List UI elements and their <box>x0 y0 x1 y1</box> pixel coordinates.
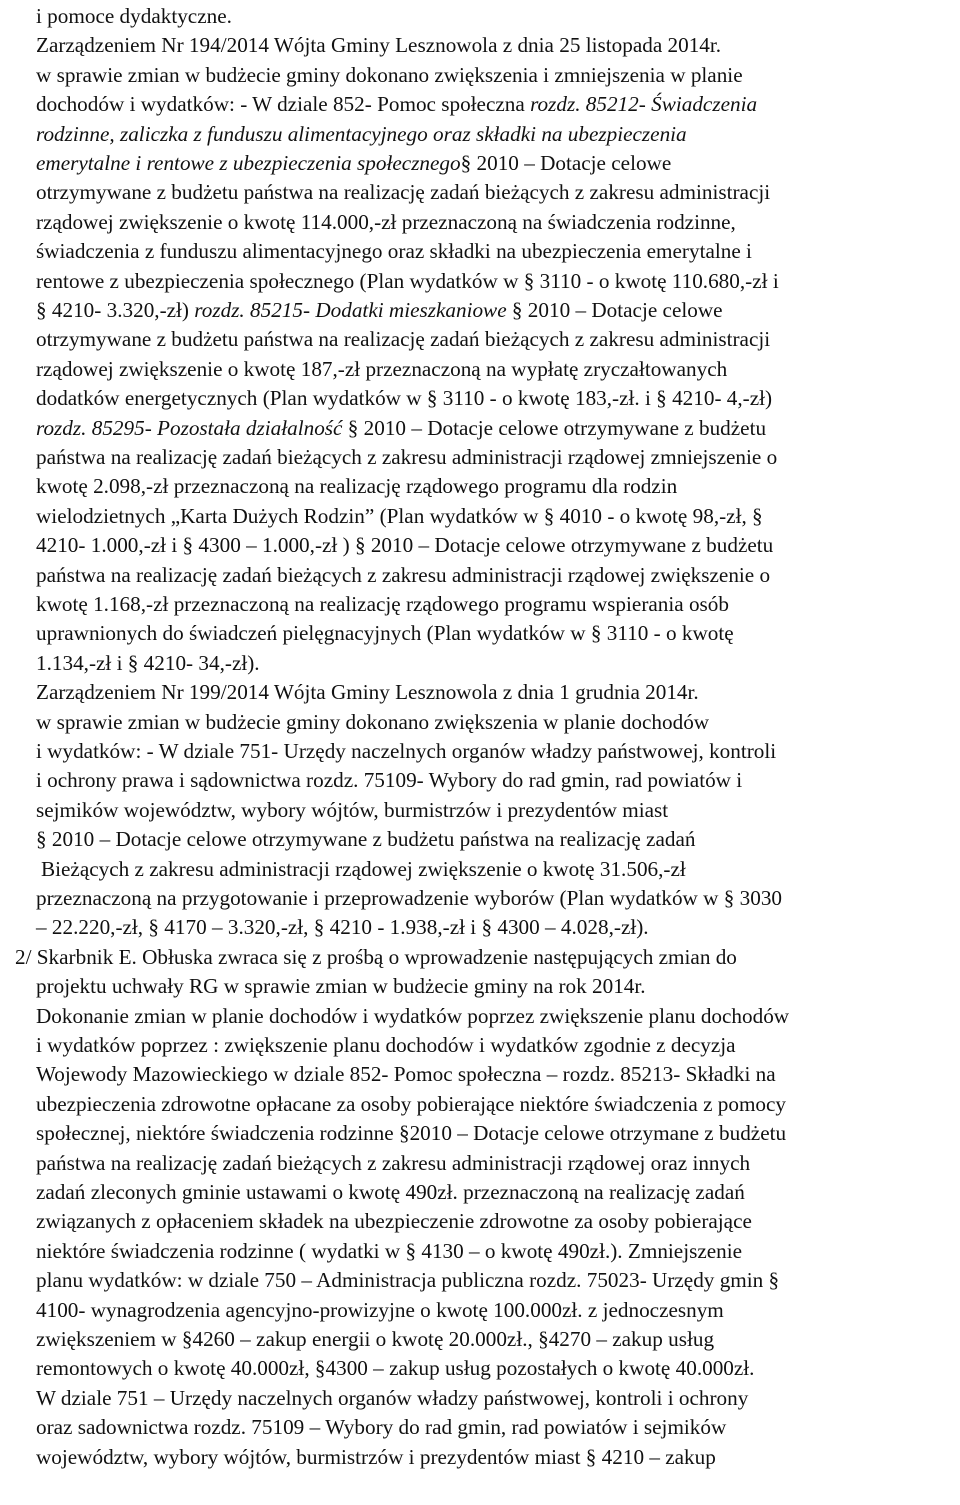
text-segment: sejmików województw, wybory wójtów, burmistrzów i prezydentów miast <box>36 797 669 822</box>
text-segment: projektu uchwały RG w sprawie zmian w budżecie gminy na rok 2014r. <box>36 974 646 999</box>
text-line <box>36 238 752 264</box>
text-segment: Zarządzeniem Nr 194/2014 Wójta Gminy Lesznowola z dnia 25 listopada 2014r. <box>36 33 722 58</box>
text-line <box>36 1385 748 1411</box>
text-segment: ubezpieczenia zdrowotne opłacane za osoby pobierające niektóre świadczenia z pomocy <box>36 1091 787 1116</box>
italic-text-segment: rozdz. 85212- Świadczenia <box>530 92 758 117</box>
text-line <box>36 444 777 470</box>
text-line <box>36 650 260 676</box>
text-segment: państwa na realizację zadań bieżących z zakresu administracji rządowej oraz innych <box>36 1150 751 1175</box>
text-segment: 2/ Skarbnik E. Obłuska zwraca się z prośbą o wprowadzenie następujących zmian do <box>15 944 737 969</box>
text-segment: województw, wybory wójtów, burmistrzów i prezydentów miast § 4210 – zakup <box>36 1444 716 1469</box>
text-line <box>36 679 699 705</box>
text-segment: przeznaczoną na przygotowanie i przeprowadzenie wyborów (Plan wydatków w § 3030 <box>36 886 783 910</box>
text-segment: zwiększeniem w §4260 – zakup energii o kwotę 20.000zł., §4270 – zakup usług <box>36 1327 715 1351</box>
text-line <box>36 268 779 294</box>
text-line <box>36 709 709 735</box>
text-line <box>36 415 766 441</box>
text-line <box>36 1150 750 1176</box>
text-line <box>36 150 671 176</box>
italic-text-segment: emerytalne i rentowe z ubezpieczenia społecznego <box>36 151 461 175</box>
text-line <box>36 1238 742 1264</box>
text-line <box>36 91 757 117</box>
text-segment: Dokonanie zmian w planie dochodów i wydatków poprzez zwiększenie planu dochodów <box>36 1003 790 1028</box>
text-line <box>36 1120 922 1146</box>
text-line <box>36 385 772 411</box>
text-line <box>36 1297 724 1323</box>
text-line <box>36 914 649 940</box>
text-line <box>36 562 770 588</box>
text-line <box>36 1355 754 1381</box>
text-segment: zadań zleconych gminie ustawami o kwotę 490zł. przeznaczoną na realizację zadań <box>36 1180 745 1204</box>
italic-text-segment: rozdz. 85215- Dodatki mieszkaniowe <box>194 298 507 322</box>
text-segment: otrzymywane z budżetu państwa na realizację zadań bieżących z zakresu administracji <box>36 180 771 205</box>
text-segment: związanych z opłaceniem składek na ubezpieczenie zdrowotne za osoby pobierające <box>36 1209 752 1234</box>
text-segment: remontowych o kwotę 40.000zł, §4300 – zakup usług pozostałych o kwotę 40.000zł. <box>36 1356 755 1381</box>
text-line <box>36 738 776 764</box>
text-line <box>36 767 742 793</box>
text-line <box>41 856 686 882</box>
text-segment: otrzymywane z budżetu państwa na realizację zadań bieżących z zakresu administracji <box>36 327 771 352</box>
text-line <box>36 1267 779 1293</box>
text-line <box>36 797 668 823</box>
text-segment: i wydatków: - W dziale 751- Urzędy naczelnych organów władzy państwowej, kontroli <box>36 739 777 763</box>
text-segment: § 4210- 3.320,-zł) <box>36 298 195 322</box>
text-line <box>36 121 687 147</box>
text-segment: rządowej zwiększenie o kwotę 187,-zł przeznaczoną na wypłatę zryczałtowanych <box>36 356 728 381</box>
text-segment: niektóre świadczenia rodzinne ( wydatki w § 4130 – o kwotę 490zł.). Zmniejszenie <box>36 1238 743 1263</box>
text-segment: 4210- 1.000,-zł i § 4300 – 1.000,-zł ) § 2010 – Dotacje celowe otrzymywane z budżetu <box>36 533 774 558</box>
text-line <box>36 297 723 323</box>
text-line <box>36 32 721 58</box>
text-segment: kwotę 1.168,-zł przeznaczoną na realizację rządowego programu wspierania osób <box>36 592 729 616</box>
text-line <box>36 1032 736 1058</box>
text-line <box>36 1414 726 1440</box>
text-segment: W dziale 751 – Urzędy naczelnych organów władzy państwowej, kontroli i ochrony <box>36 1385 749 1410</box>
text-segment: dochodów i wydatków: - W dziale 852- Pomoc społeczna <box>36 92 531 117</box>
text-segment: rządowej zwiększenie o kwotę 114.000,-zł przeznaczoną na świadczenia rodzinne, <box>36 209 736 234</box>
text-segment: planu wydatków: w dziale 750 – Administracja publiczna rozdz. 75023- Urzędy gmin § <box>36 1268 780 1293</box>
text-line <box>36 1444 716 1470</box>
text-line <box>36 532 773 558</box>
text-line <box>36 1061 922 1087</box>
text-line <box>36 826 695 852</box>
text-line <box>36 620 734 646</box>
italic-text-segment: rodzinne, zaliczka z funduszu alimentacyjnego oraz składki na ubezpieczenia <box>36 121 687 146</box>
text-segment: i pomoce dydaktyczne. <box>36 4 232 28</box>
text-segment: 1.134,-zł i § 4210- 34,-zł). <box>36 650 260 675</box>
text-line <box>36 62 743 88</box>
text-line <box>36 356 727 382</box>
text-segment: państwa na realizację zadań bieżących z zakresu administracji rządowej zmniejszenie o <box>36 445 778 469</box>
text-segment: w sprawie zmian w budżecie gminy dokonano zwiększenia i zmniejszenia w planie <box>36 62 743 87</box>
text-segment: i wydatków poprzez : zwiększenie planu dochodów i wydatków zgodnie z decyzja <box>36 1033 736 1057</box>
text-line <box>36 1326 714 1352</box>
text-segment: § 2010 – Dotacje celowe otrzymywane z budżetu państwa na realizację zadań <box>36 827 696 852</box>
text-line <box>36 885 922 911</box>
text-segment: dodatków energetycznych (Plan wydatków w § 3110 - o kwotę 183,-zł. i § 4210- 4,-zł) <box>36 386 773 411</box>
text-line <box>36 1003 922 1029</box>
text-segment: § 2010 – Dotacje celowe <box>460 151 672 175</box>
text-line <box>36 3 232 29</box>
text-line <box>36 1179 745 1205</box>
text-line <box>36 326 770 352</box>
text-line <box>36 209 736 235</box>
text-segment: rentowe z ubezpieczenia społecznego (Plan wydatków w § 3110 - o kwotę 110.680,-zł i <box>36 268 779 293</box>
text-segment: świadczenia z funduszu alimentacyjnego oraz składki na ubezpieczenia emerytalne i <box>36 239 752 264</box>
text-segment: społecznej, niektóre świadczenia rodzinne §2010 – Dotacje celowe otrzymane z budżetu <box>36 1121 787 1146</box>
text-line <box>36 503 763 529</box>
text-segment: § 2010 – Dotacje celowe <box>506 298 723 322</box>
text-segment: uprawnionych do świadczeń pielęgnacyjnych (Plan wydatków w § 3110 - o kwotę <box>36 621 734 646</box>
text-segment: Wojewody Mazowieckiego w dziale 852- Pomoc społeczna – rozdz. 85213- Składki na <box>36 1062 776 1087</box>
text-segment: i ochrony prawa i sądownictwa rozdz. 75109- Wybory do rad gmin, rad powiatów i <box>36 768 743 793</box>
italic-text-segment: rozdz. 85295- Pozostała działalność <box>36 415 343 440</box>
text-segment: w sprawie zmian w budżecie gminy dokonano zwiększenia w planie dochodów <box>36 709 710 734</box>
text-segment: Bieżących z zakresu administracji rządowej zwiększenie o kwotę 31.506,-zł <box>41 856 686 881</box>
text-segment: kwotę 2.098,-zł przeznaczoną na realizację rządowego programu dla rodzin <box>36 474 678 499</box>
text-line <box>15 944 737 970</box>
text-line <box>36 973 646 999</box>
text-line <box>36 179 770 205</box>
text-line <box>36 1208 752 1234</box>
text-segment: – 22.220,-zł, § 4170 – 3.320,-zł, § 4210 - 1.938,-zł i § 4300 – 4.028,-zł). <box>36 915 649 940</box>
text-segment: § 2010 – Dotacje celowe otrzymywane z budżetu <box>342 415 767 440</box>
text-segment: wielodzietnych „Karta Dużych Rodzin” (Plan wydatków w § 4010 - o kwotę 98,-zł, § <box>36 503 763 528</box>
text-line <box>36 473 677 499</box>
text-line <box>36 591 729 617</box>
text-line <box>36 1091 922 1117</box>
text-segment: Zarządzeniem Nr 199/2014 Wójta Gminy Lesznowola z dnia 1 grudnia 2014r. <box>36 680 699 705</box>
text-segment: oraz sadownictwa rozdz. 75109 – Wybory do rad gmin, rad powiatów i sejmików <box>36 1415 727 1440</box>
text-segment: 4100- wynagrodzenia agencyjno-prowizyjne o kwotę 100.000zł. z jednoczesnym <box>36 1297 724 1322</box>
text-segment: państwa na realizację zadań bieżących z zakresu administracji rządowej zwiększenie o <box>36 562 771 587</box>
